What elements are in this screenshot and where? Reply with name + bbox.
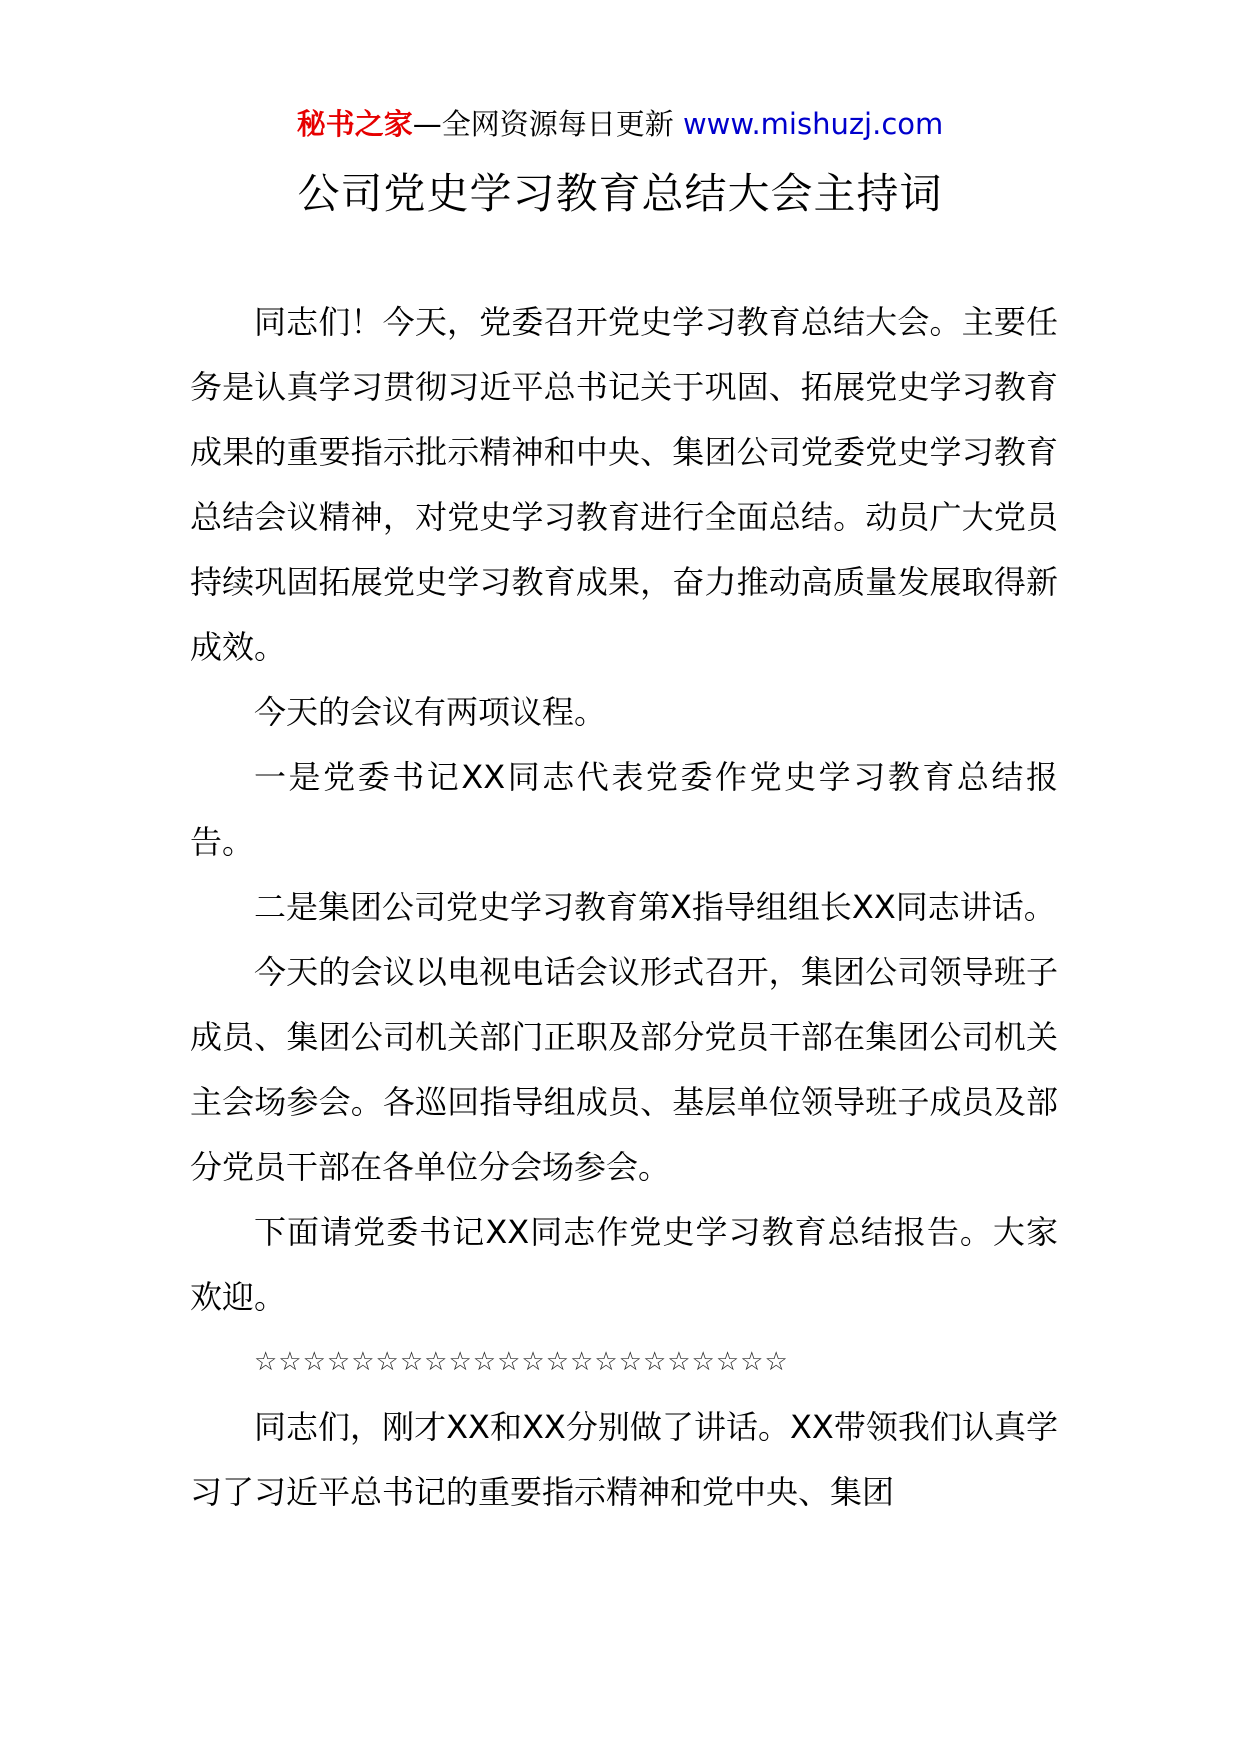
document-body [190,290,1058,1525]
paragraph-invite-report: 下面请党委书记XX同志作党史学习教育总结报告。大家欢迎。 [190,1213,1058,1316]
paragraph-closing: 同志们，刚才XX和XX分别做了讲话。XX带领我们认真学习了习近平总书记的重要指示精神和党中央、集团 [190,1408,1058,1511]
paragraph-meeting-format: 今天的会议以电视电话会议形式召开，集团公司领导班子成员、集团公司机关部门正职及部分党员干部在集团公司机关主会场参会。各巡回指导组成员、基层单位领导班子成员及部分党员干部在各单位分会场参会。 [190,953,1058,1186]
paragraph-agenda-item-2: 二是集团公司党史学习教育第X指导组组长XX同志讲话。 [254,888,1056,926]
site-url-link[interactable]: www.mishuzj.com [682,107,944,141]
header-slogan: —全网资源每日更新 [412,107,683,141]
paragraph-opening: 同志们！今天，党委召开党史学习教育总结大会。主要任务是认真学习贯彻习近平总书记关于巩固、拓展党史学习教育成果的重要指示批示精神和中央、集团公司党委党史学习教育总结会议精神，对党史学习教育进行全面总结。动员广大党员持续巩固拓展党史学习教育成果，奋力推动高质量发展取得新成效。 [190,303,1058,666]
paragraph-agenda-item-1: 一是党委书记XX同志代表党委作党史学习教育总结报告。 [190,758,1058,861]
star-separator: ☆☆☆☆☆☆☆☆☆☆☆☆☆☆☆☆☆☆☆☆☆☆ [254,1347,789,1377]
document-title: 公司党史学习教育总结大会主持词 [297,169,943,218]
brand-name: 秘书之家 [296,107,413,141]
paragraph-agenda-intro: 今天的会议有两项议程。 [254,693,607,731]
site-header [0,104,1240,144]
